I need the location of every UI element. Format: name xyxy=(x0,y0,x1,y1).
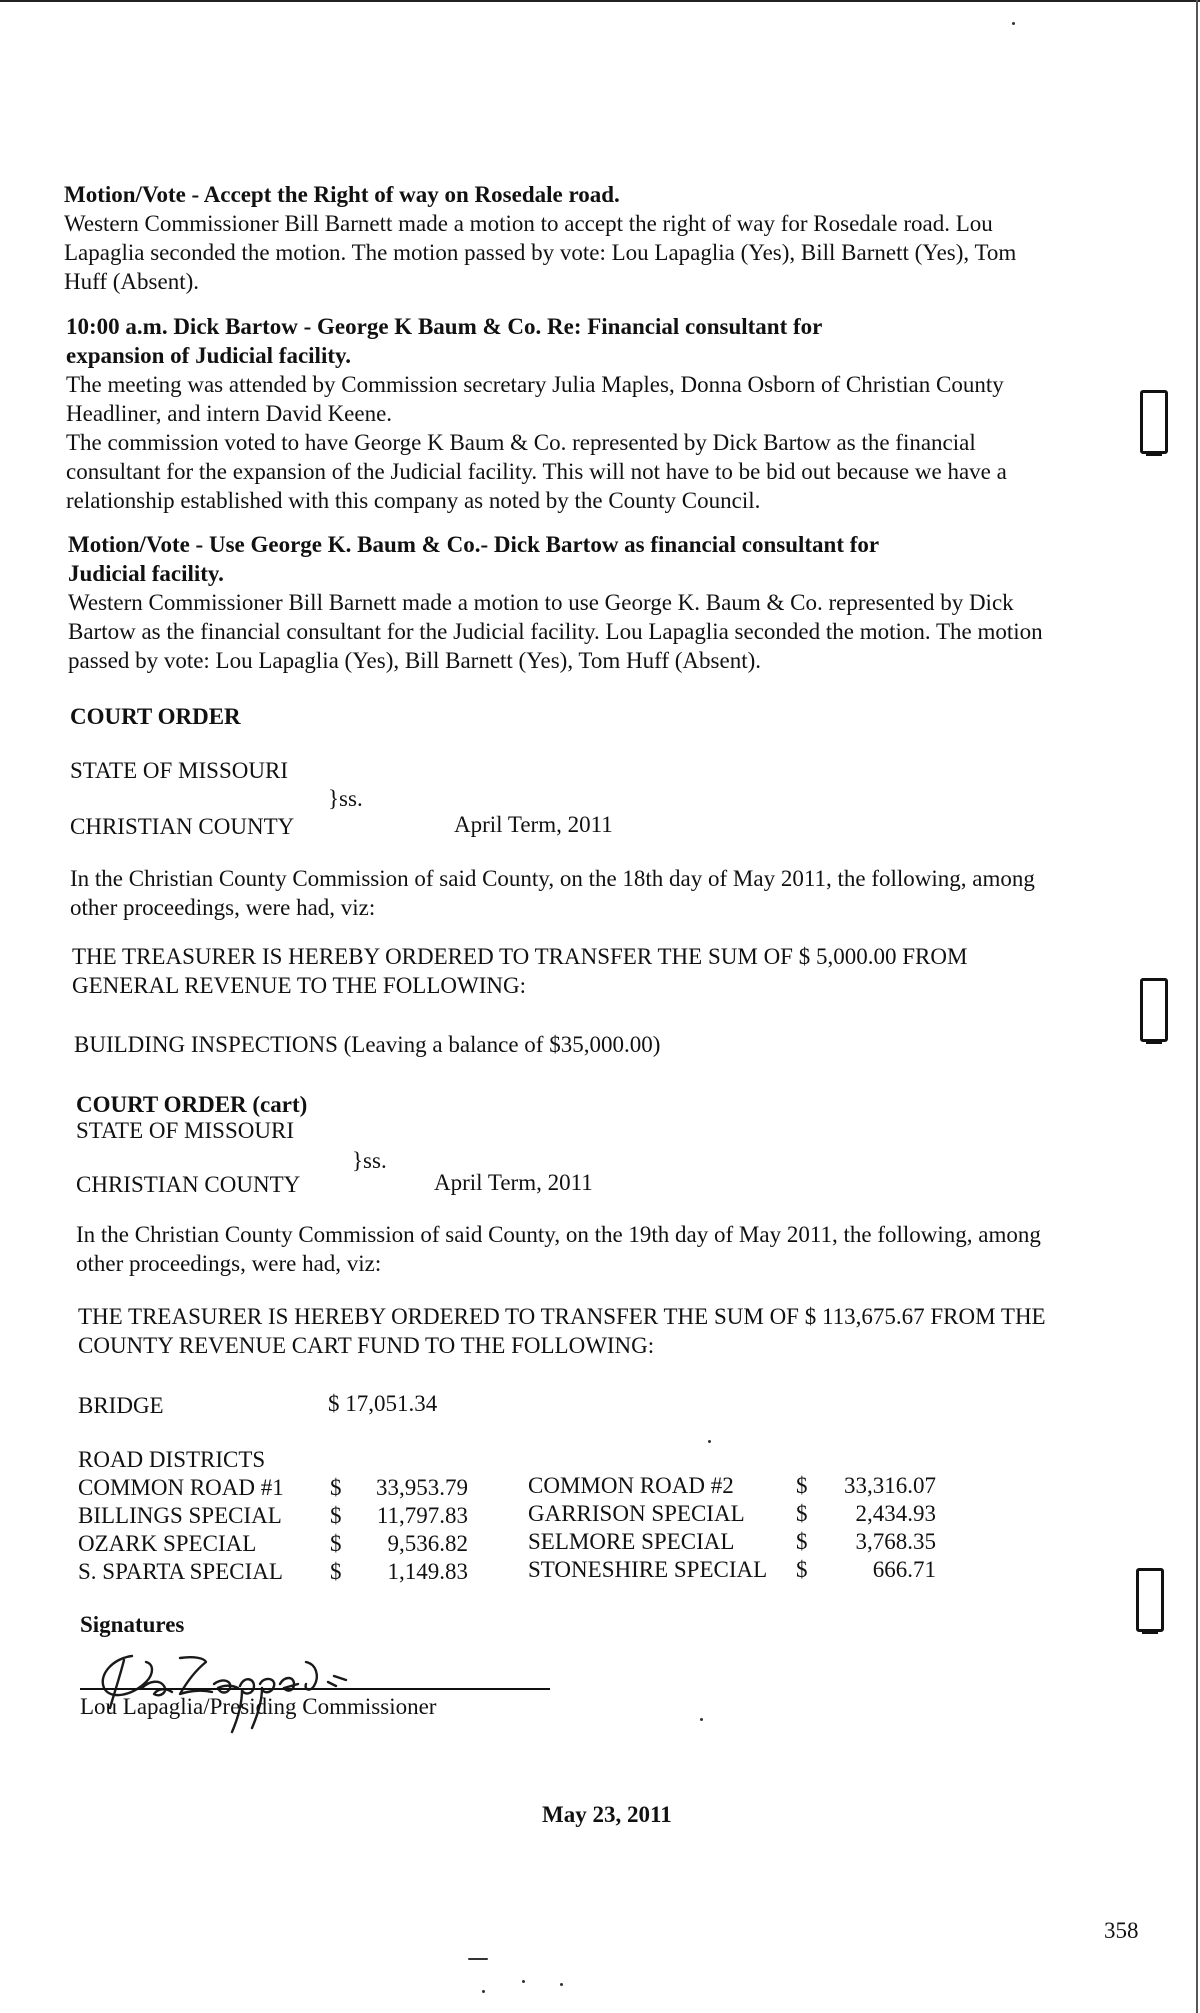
currency-sign: $ xyxy=(330,1503,342,1528)
page-number: 358 xyxy=(1104,1918,1139,1943)
text-line: other proceedings, were had, viz: xyxy=(70,895,376,920)
section-heading: Judicial facility. xyxy=(68,561,224,586)
order-intro xyxy=(70,864,1035,922)
scan-speck xyxy=(708,1440,711,1443)
county-label: CHRISTIAN COUNTY xyxy=(70,814,295,839)
baum-vote-section xyxy=(68,530,1043,675)
currency-sign: $ xyxy=(796,1473,808,1498)
term-label: April Term, 2011 xyxy=(434,1170,593,1195)
text-line: Bartow as the financial consultant for the Judicial facility. Lou Lapaglia seconded the motion. The motion xyxy=(68,619,1043,644)
bridge-label: BRIDGE xyxy=(78,1393,164,1418)
state-label: STATE OF MISSOURI xyxy=(70,758,288,783)
court-order-cart-title: COURT ORDER (cart) xyxy=(76,1092,308,1117)
text-line: THE TREASURER IS HEREBY ORDERED TO TRANSFER THE SUM OF $ 113,675.67 FROM THE xyxy=(78,1304,1046,1329)
currency-sign: $ xyxy=(330,1531,342,1556)
text-line: Western Commissioner Bill Barnett made a motion to use George K. Baum & Co. represented by Dick xyxy=(68,590,1014,615)
term-label: April Term, 2011 xyxy=(454,812,613,837)
text-line: consultant for the expansion of the Judicial facility. This will not have to be bid out because we have a xyxy=(66,459,1007,484)
order-intro xyxy=(76,1220,1041,1278)
text-line: The commission voted to have George K Baum & Co. represented by Dick Bartow as the financial xyxy=(66,430,976,455)
text-line: passed by vote: Lou Lapaglia (Yes), Bill Barnett (Yes), Tom Huff (Absent). xyxy=(68,648,761,673)
district-amount: 2,434.93 xyxy=(855,1501,936,1526)
text-line: COUNTY REVENUE CART FUND TO THE FOLLOWING: xyxy=(78,1333,655,1358)
court-order-title: COURT ORDER xyxy=(70,704,241,729)
text-line: relationship established with this company as noted by the County Council. xyxy=(66,488,761,513)
currency-sign: $ xyxy=(796,1501,808,1526)
ss-label: }ss. xyxy=(352,1148,387,1173)
district-name: COMMON ROAD #1 xyxy=(78,1475,284,1500)
margin-mark xyxy=(1136,1568,1164,1632)
scan-speck xyxy=(700,1718,703,1721)
text-line: Headliner, and intern David Keene. xyxy=(66,401,393,426)
scan-speck xyxy=(522,1980,525,1983)
state-label: STATE OF MISSOURI xyxy=(76,1118,294,1143)
section-heading: expansion of Judicial facility. xyxy=(66,343,351,368)
district-name: BILLINGS SPECIAL xyxy=(78,1503,282,1528)
text-line: In the Christian County Commission of said County, on the 19th day of May 2011, the following, among xyxy=(76,1222,1041,1247)
text-line: other proceedings, were had, viz: xyxy=(76,1251,382,1276)
scan-speck xyxy=(1012,22,1015,25)
order-directive xyxy=(72,942,967,1000)
district-amount: 1,149.83 xyxy=(387,1559,468,1584)
margin-mark xyxy=(1140,978,1168,1042)
page-border-right xyxy=(1196,0,1198,2013)
district-amount: 33,953.79 xyxy=(376,1475,468,1500)
district-name: COMMON ROAD #2 xyxy=(528,1473,734,1498)
section-heading: Motion/Vote - Use George K. Baum & Co.- Dick Bartow as financial consultant for xyxy=(68,532,880,557)
county-label: CHRISTIAN COUNTY xyxy=(76,1172,301,1197)
district-name: OZARK SPECIAL xyxy=(78,1531,257,1556)
district-amount: 666.71 xyxy=(872,1557,936,1582)
margin-mark xyxy=(1140,390,1168,454)
bridge-amount: $ 17,051.34 xyxy=(328,1391,438,1416)
currency-sign: $ xyxy=(330,1475,342,1500)
document-date: May 23, 2011 xyxy=(542,1802,672,1827)
rosedale-section xyxy=(64,180,1016,296)
handwritten-signature xyxy=(84,1640,374,1740)
section-heading: 10:00 a.m. Dick Bartow - George K Baum & Co. Re: Financial consultant for xyxy=(66,314,823,339)
text-line: In the Christian County Commission of said County, on the 18th day of May 2011, the following, among xyxy=(70,866,1035,891)
text-line: GENERAL REVENUE TO THE FOLLOWING: xyxy=(72,973,526,998)
page-border-top xyxy=(0,0,1200,2)
text-line: THE TREASURER IS HEREBY ORDERED TO TRANSFER THE SUM OF $ 5,000.00 FROM xyxy=(72,944,968,969)
scan-speck xyxy=(468,1958,488,1960)
signature-line xyxy=(80,1688,550,1690)
district-name: STONESHIRE SPECIAL xyxy=(528,1557,768,1582)
district-amount: 9,536.82 xyxy=(387,1531,468,1556)
district-amount: 33,316.07 xyxy=(844,1473,936,1498)
text-line: The meeting was attended by Commission secretary Julia Maples, Donna Osborn of Christian County xyxy=(66,372,1004,397)
order-item: BUILDING INSPECTIONS (Leaving a balance of $35,000.00) xyxy=(74,1032,661,1057)
road-districts-header: ROAD DISTRICTS xyxy=(78,1447,266,1472)
text-line: Huff (Absent). xyxy=(64,269,199,294)
district-name: GARRISON SPECIAL xyxy=(528,1501,745,1526)
section-heading: Motion/Vote - Accept the Right of way on Rosedale road. xyxy=(64,182,620,207)
district-name: SELMORE SPECIAL xyxy=(528,1529,735,1554)
district-amount: 3,768.35 xyxy=(855,1529,936,1554)
district-amount: 11,797.83 xyxy=(376,1503,468,1528)
signature-caption: Lou Lapaglia/Presiding Commissioner xyxy=(80,1694,437,1719)
signatures-heading: Signatures xyxy=(80,1612,185,1637)
currency-sign: $ xyxy=(330,1559,342,1584)
text-line: Western Commissioner Bill Barnett made a motion to accept the right of way for Rosedale road. Lou xyxy=(64,211,993,236)
text-line: Lapaglia seconded the motion. The motion passed by vote: Lou Lapaglia (Yes), Bill Barnett (Yes), Tom xyxy=(64,240,1017,265)
order-directive xyxy=(78,1302,1046,1360)
currency-sign: $ xyxy=(796,1529,808,1554)
scan-speck xyxy=(560,1983,563,1986)
district-name: S. SPARTA SPECIAL xyxy=(78,1559,283,1584)
bartow-section xyxy=(66,312,1007,515)
scan-speck xyxy=(482,1990,485,1993)
currency-sign: $ xyxy=(796,1557,808,1582)
ss-label: }ss. xyxy=(328,786,363,811)
